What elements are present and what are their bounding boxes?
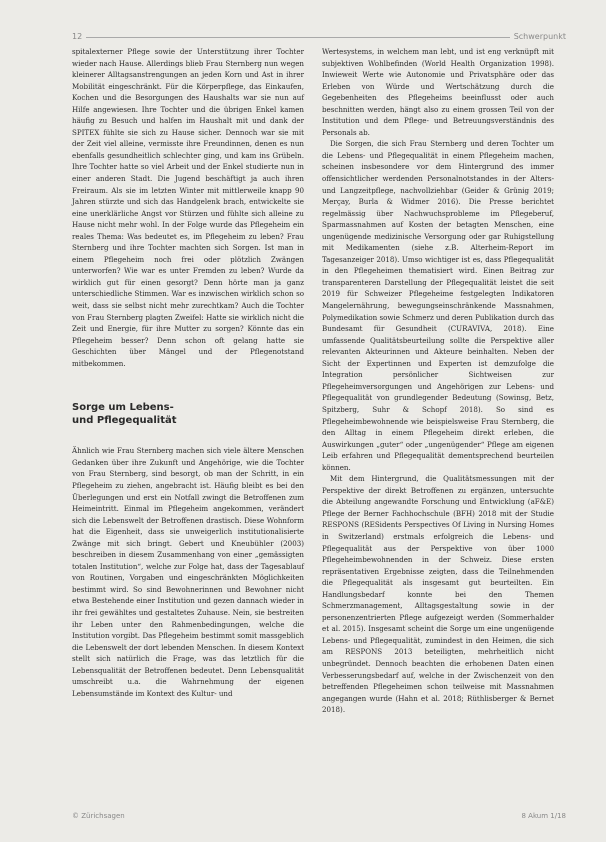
left-column	[72, 46, 304, 699]
spacer	[72, 369, 304, 387]
header-rule	[86, 37, 566, 38]
section-heading	[72, 401, 304, 427]
heading-line-2: und Pflegequalität	[72, 415, 177, 427]
body-paragraph: Die Sorgen, die sich Frau Sternberg und deren Tochter um die Lebens- und Pflegequalität in einem Pflegeheim machen, scheinen insbesondere vor dem Hintergrund des immer offensichtlicher werdenden Personalnotstandes in der Alters- und Langzeitpflege, nachvollziehbar (Geider & Grünig 2019; Merçay, Burla & Widmer 2016). Die Presse berichtet regelmässig über Nachwuchsprobleme im Pflegeberuf, Sparmassnahmen auf Kosten der betagten Menschen, eine ungenügende medizinische Versorgung oder gar Ruhigstellung mit Medikamenten (siehe z.B. Alterheim-Report im Tagesanzeiger 2018). Umso wichtiger ist es, dass Pflegequalität in den Pflegeheimen thematisiert wird. Einen Beitrag zur transparenteren Darstellung der Pflegequalität leistet die seit 2019 für Schweizer Pflegeheime festgelegten Indikatoren Mangelernährung, bewegungseinschränkende Massnahmen, Polymedikation sowie Schmerz und deren Publikation durch das Bundesamt für Gesundheit (CURAVIVA, 2018). Eine umfassende Qualitätsbeurteilung sollte die Perspektive aller relevanten Akteurinnen und Akteure beinhalten. Neben der Sicht der Expertinnen und Experten ist demzufolge die Integration persönlicher Sichtweisen zur Pflegeheimversorgungen und Angehörigen zur Lebens- und Pflegequalität von grundlegender Bedeutung (Sowinsg, Betz, Spitzberg, Suhr & Schopf 2018). So sind es Pflegeheimbewohnende wie beispielsweise Frau Sternberg, die den Alltag in einem Pflegeheim direkt erleben, die Auswirkungen „guter“ oder „ungenügender“ Pflege am eigenen Leib erfahren und Pflegequalität dementsprechend beurteilen können.	[322, 139, 554, 472]
spacer	[72, 427, 304, 445]
footer-issue: 8 Akum 1/18	[521, 812, 566, 820]
page-number: 12	[72, 32, 83, 41]
section-label: Schwerpunkt	[510, 32, 566, 41]
right-column	[322, 46, 554, 716]
heading-line-1: Sorge um Lebens-	[72, 402, 174, 414]
footer-copyright: © Zürichsagen	[72, 812, 125, 820]
body-paragraph: Wertesystems, in welchem man lebt, und ist eng verknüpft mit subjektiven Wohlbefinden (World Health Organization 1998). Inwieweit Werte wie Autonomie und Privatsphäre oder das Erleben von Würde und Wertschätzung durch die Gegebenheiten des Pflegeheims beeinflusst oder auch beschnitten werden, hängt also zu einem grossen Teil von der Institution und dem Pflege- und Betreuungsverständnis des Personals ab.	[322, 47, 554, 137]
body-paragraph: spitalexterner Pflege sowie der Unterstützung ihrer Tochter wieder nach Hause. Allerdings blieb Frau Sternberg nun wegen kleinerer Alltagsanstrengungen an jeden Korn und Ast in ihrer Mobilität eingeschränkt. Für die Körperpflege, das Einkaufen, Kochen und die Besorgungen des Haushalts war sie nun auf Hilfe angewiesen. Ihre Tochter und die übrigen Enkel kamen häufig zu Besuch und halfen im Haushalt mit und dank der SPITEX fühlte sie sich zu Hause sicher. Dennoch war sie mit der Zeit viel alleine, vermisste ihre Freundinnen, denen es nun ebenfalls gesundheitlich schlechter ging, und kam ins Grübeln. Ihre Tochter hatte so viel Arbeit und der Enkel studierte nun in einer anderen Stadt. Die Jugend beschäftigt ja auch ihren Freiraum. Als sie im letzten Winter mit mittlerweile knapp 90 Jahren stürzte und sich das Handgelenk brach, entwickelte sie eine unerklärliche Angst vor Stürzen und fühlte sich alleine zu Hause nicht mehr wohl. In der Folge wurde das Pflegeheim ein reales Thema: Was bedeutet es, im Pflegeheim zu leben? Frau Sternberg und ihre Tochter machten sich Sorgen. Ist man in einem Pflegeheim noch frei oder plötzlich Zwängen unterworfen? Wie war es unter Fremden zu leben? Wurde da wirklich gut für einen gesorgt? Denn hörte man ja ganz unterschiedliche Stimmen. War es inzwischen wirklich schon so weit, dass sie selbst nicht mehr zurechtkam? Auch die Tochter von Frau Sternberg plagten Zweifel: Hatte sie wirklich nicht die Zeit und Energie, für ihre Mutter zu sorgen? Könnte das ein Pflegeheim besser? Denn schon oft gelang hatte sie Geschichten über Mängel und der Pflegenotstand mitbekommen.	[72, 47, 304, 368]
body-paragraph: Ähnlich wie Frau Sternberg machen sich viele ältere Menschen Gedanken über ihre Zukunft und Angehörige, wie die Tochter von Frau Sternberg, sind besorgt, ob man der Schritt, in ein Pflegeheim zu ziehen, angebracht ist. Häufig bleibt es bei den Überlegungen und erst ein Notfall zwingt die Betroffenen zum Heimeintritt. Einmal im Pflegeheim angekommen, verändert sich die Lebenswelt der Betroffenen drastisch. Diese Wohnform hat die Eigenheit, dass sie unweigerlich institutionalisierte Zwänge mit sich bringt. Gebert und Kneubühler (2003) beschreiben in diesem Zusammenhang von einer „gemässigten totalen Institution“, welche zur Folge hat, dass der Tagesablauf von Routinen, Vorgaben und eingeschränkten Möglichkeiten bestimmt wird. So sind Bewohnerinnen und Bewohner nicht etwa Bestehende einer Institution und gezen dannach wieder in ihr frei gewähltes und gestaltetes Zuhause. Nein, sie bestreiten ihr Leben unter den Rahmenbedingungen, welche die Institution vorgibt. Das Pflegeheim bestimmt somit massgeblich die Lebenswelt der dort lebenden Menschen. In diesem Kontext stellt sich natürlich die Frage, was das letztlich für die Lebensqualität der Betroffenen bedeutet. Denn Lebensqualität umschreibt u.a. die Wahrnehmung der eigenen Lebensumstände im Kontext des Kultur- und	[72, 446, 304, 698]
body-paragraph: Mit dem Hintergrund, die Qualitätsmessungen mit der Perspektive der direkt Betroffenen zu ergänzen, untersuchte die Abteilung angewandte Forschung und Entwicklung (aF&E) Pflege der Berner Fachhochschule (BFH) 2018 mit der Studie RESPONS (RESidents Perspectives Of Living in Nursing Homes in Switzerland) erstmals erfolgreich die Lebens- und Pflegequalität aus der Perspektive von über 1000 Pflegeheimbewohnenden in der Schweiz. Diese ersten repräsentativen Ergebnisse zeigten, dass die Teilnehmenden die Pflegequalität als insgesamt gut beurteilten. Ein Handlungsbedarf konnte bei den Themen Schmerzmanagement, Alltagsgestaltung sowie in der personenzentrierten Pflege aufgezeigt werden (Sommerhalder et al. 2015). Insgesamt scheint die Sorge um eine ungenügende Lebens- und Pflegequalität, zumindest in den Heimen, die sich am RESPONS 2013 beteiligten, mehrheitlich nicht unbegründet. Dennoch beachten die erhobenen Daten einen Verbesserungsbedarf auf, welche in der Zwischenzeit von den betreffenden Pflegeheimen schon teilweise mit Massnahmen angegangen wurde (Hahn et al. 2018; Rüthlisberger & Bernet 2018).	[322, 474, 554, 715]
